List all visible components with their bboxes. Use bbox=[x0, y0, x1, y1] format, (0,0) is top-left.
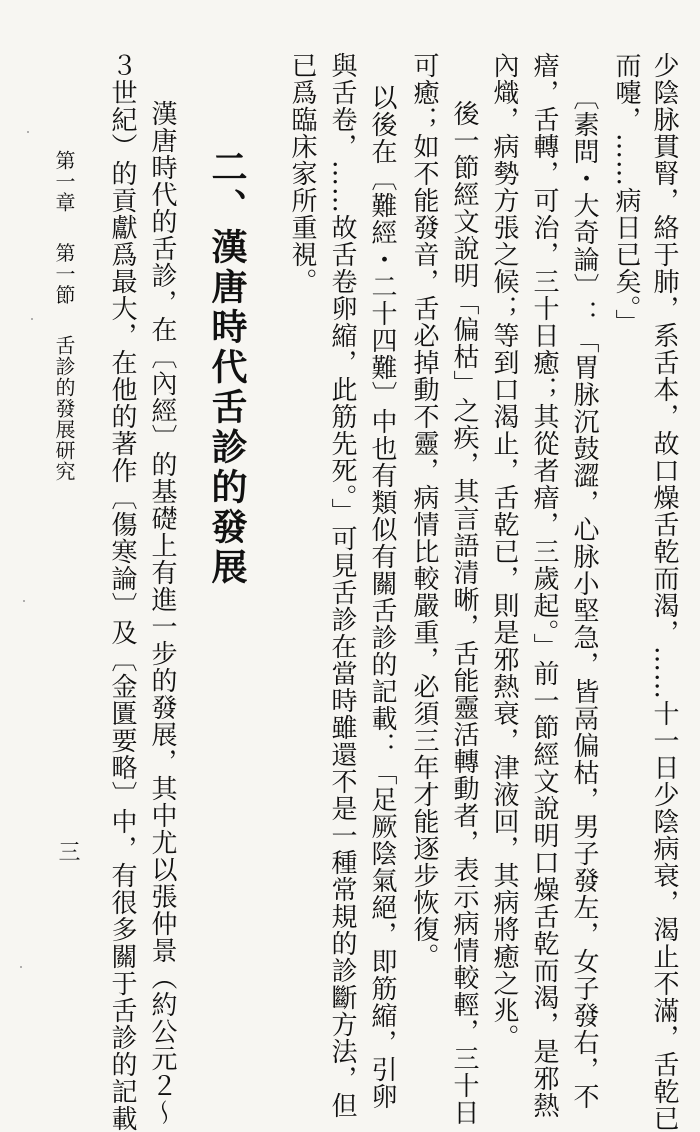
text-column-6: 後一節經文說明「偏枯」之疾，其言語清晰，舌能靈活轉動者，表示病情較輕，三十日 bbox=[449, 100, 479, 1126]
text-column-8: 以後在〔難經・二十四難〕中也有類似有關舌診的記載：「足厥陰氣絕，即筋縮，引卵 bbox=[367, 84, 397, 1110]
text-column-11: 漢唐時代的舌診，在〔內經〕的基礎上有進一步的發展，其中尤以張仲景（約公元２～ bbox=[147, 100, 177, 1126]
speck bbox=[20, 966, 22, 968]
footer-chapter: 第一章 bbox=[52, 150, 76, 213]
footer-title: 舌診的發展研究 bbox=[52, 334, 76, 482]
section-heading: 二、漢唐時代舌診的發展 bbox=[206, 148, 248, 588]
text-column-9: 與舌卷，……故舌卷卵縮，此筋先死。」可見舌診在當時雖還不是一種常規的診斷方法，但 bbox=[327, 52, 357, 1119]
speck bbox=[23, 600, 25, 602]
text-column-10: 已爲臨床家所重視。 bbox=[287, 52, 317, 295]
footer-section: 第一節 bbox=[52, 242, 76, 306]
speck bbox=[27, 131, 29, 133]
page-number: 三 bbox=[55, 840, 80, 862]
text-column-5: 內熾，病勢方張之候；等到口渴止，舌乾已，則是邪熱衰，津液回，其病將癒之兆。 bbox=[489, 52, 519, 1051]
speck bbox=[31, 318, 33, 320]
text-column-2: 而嚏，……病日已矣。」 bbox=[611, 52, 641, 336]
running-footer bbox=[50, 150, 79, 482]
text-column-12: ３世紀）的貢獻爲最大，在他的著作〔傷寒論〕及〔金匱要略〕中，有很多關于舌診的記載 bbox=[107, 52, 137, 1132]
text-column-4: 瘖，舌轉，可治，三十日癒；其從者瘖，三歲起。」前一節經文說明口燥舌乾而渴，是邪熱 bbox=[529, 52, 559, 1119]
text-column-7: 可癒；如不能發音，舌必掉動不靈，病情比較嚴重，必須三年才能逐步恢復。 bbox=[409, 52, 439, 970]
text-column-1: 少陰脉貫腎，絡于肺，系舌本，故口燥舌乾而渴，……十一日少陰病衰，渴止不滿，舌乾已 bbox=[649, 52, 679, 1132]
text-column-3: 〔素問・大奇論〕：「胃脉沉鼓澀，心脉小堅急，皆鬲偏枯，男子發左，女子發右，不 bbox=[569, 84, 599, 1110]
